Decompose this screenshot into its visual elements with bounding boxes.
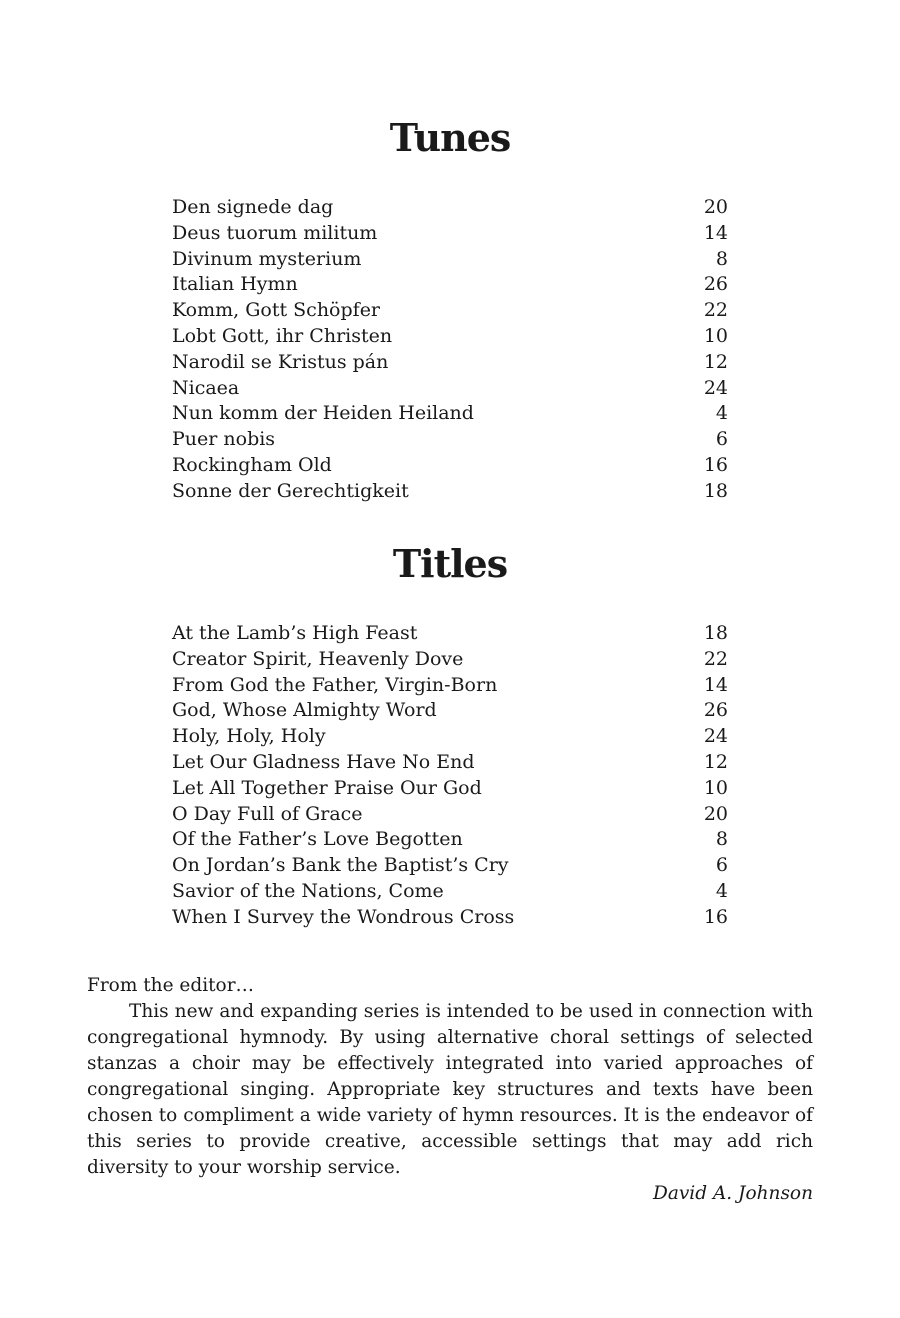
tune-page-number: 6 xyxy=(715,428,728,451)
title-page-number: 26 xyxy=(703,699,728,722)
tune-entry xyxy=(172,221,728,247)
hymn-title: Let All Together Praise Our God xyxy=(172,776,482,799)
tune-name: Komm, Gott Schöpfer xyxy=(172,299,381,322)
tune-page-number: 14 xyxy=(703,221,728,244)
title-entry xyxy=(172,853,728,879)
title-page-number: 12 xyxy=(703,750,728,773)
tune-entry xyxy=(172,453,728,479)
tune-page-number: 4 xyxy=(715,402,728,425)
tune-page-number: 20 xyxy=(703,196,728,218)
titles-index-list xyxy=(172,621,728,931)
tunes-heading: Tunes xyxy=(389,115,511,160)
tune-entry xyxy=(172,427,728,453)
tunes-index-list xyxy=(172,195,728,505)
hymn-title: Of the Father’s Love Begotten xyxy=(172,828,463,851)
hymn-title: God, Whose Almighty Word xyxy=(172,699,437,722)
tune-name: Sonne der Gerechtigkeit xyxy=(172,479,409,502)
hymn-title: When I Survey the Wondrous Cross xyxy=(172,905,515,928)
tune-name: Rockingham Old xyxy=(172,453,332,476)
tune-entry xyxy=(172,350,728,376)
tune-entry xyxy=(172,195,728,221)
tune-entry xyxy=(172,376,728,402)
hymn-title: On Jordan’s Bank the Baptist’s Cry xyxy=(172,854,509,877)
title-entry xyxy=(172,673,728,699)
title-page-number: 16 xyxy=(703,905,728,928)
title-page-number: 18 xyxy=(703,622,728,644)
hymn-title: Creator Spirit, Heavenly Dove xyxy=(172,647,464,670)
tune-name: Narodil se Kristus pán xyxy=(172,350,389,373)
title-entry xyxy=(172,750,728,776)
title-page-number: 8 xyxy=(715,828,728,851)
hymn-title: O Day Full of Grace xyxy=(172,802,363,825)
titles-heading: Titles xyxy=(392,541,508,586)
title-page-number: 14 xyxy=(703,673,728,696)
tune-name: Nicaea xyxy=(172,376,240,399)
editor-note-body: This new and expanding series is intended to be used in connection with congregational hymnody. By using alternative choral settings of selected stanzas a choir may be effectively integrated into varied approaches of congregational singing. Appropriate key structures and texts have been chosen to compliment a wide variety of hymn resources. It is the endeavor of this series to provide creative, accessible settings that may add rich diversity to your worship service. xyxy=(87,1001,813,1178)
hymn-title: From God the Father, Virgin-Born xyxy=(172,673,498,696)
tune-page-number: 24 xyxy=(703,376,728,399)
title-page-number: 10 xyxy=(703,776,728,799)
tune-name: Deus tuorum militum xyxy=(172,221,378,244)
editor-note xyxy=(87,973,813,1207)
tune-name: Divinum mysterium xyxy=(172,247,362,270)
title-entry xyxy=(172,776,728,802)
title-page-number: 20 xyxy=(703,802,728,825)
title-entry xyxy=(172,905,728,931)
tune-name: Nun komm der Heiden Heiland xyxy=(172,402,474,425)
tune-entry xyxy=(172,324,728,350)
tune-page-number: 26 xyxy=(703,273,728,296)
hymn-title: Savior of the Nations, Come xyxy=(172,879,444,902)
editor-signature: David A. Johnson xyxy=(652,1183,813,1204)
tune-page-number: 12 xyxy=(703,350,728,373)
tune-name: Den signede dag xyxy=(172,196,334,218)
tune-entry xyxy=(172,401,728,427)
tune-page-number: 16 xyxy=(703,453,728,476)
tune-page-number: 18 xyxy=(703,479,728,502)
hymn-title: At the Lamb’s High Feast xyxy=(172,622,418,644)
title-page-number: 6 xyxy=(715,854,728,877)
tune-page-number: 22 xyxy=(703,299,728,322)
title-entry xyxy=(172,879,728,905)
title-page-number: 24 xyxy=(703,725,728,748)
tune-page-number: 10 xyxy=(703,324,728,347)
hymn-title: Holy, Holy, Holy xyxy=(172,725,326,748)
tune-name: Puer nobis xyxy=(172,428,276,451)
title-entry xyxy=(172,827,728,853)
title-page-number: 4 xyxy=(715,879,728,902)
title-entry xyxy=(172,724,728,750)
editor-note-heading: From the editor… xyxy=(87,975,255,996)
tune-name: Lobt Gott, ihr Christen xyxy=(172,324,393,347)
tune-entry xyxy=(172,247,728,273)
tune-page-number: 8 xyxy=(715,247,728,270)
tune-entry xyxy=(172,272,728,298)
title-entry xyxy=(172,802,728,828)
title-entry xyxy=(172,698,728,724)
title-page-number: 22 xyxy=(703,647,728,670)
tune-entry xyxy=(172,298,728,324)
tune-name: Italian Hymn xyxy=(172,273,298,296)
tune-entry xyxy=(172,479,728,505)
hymn-title: Let Our Gladness Have No End xyxy=(172,750,475,773)
title-entry xyxy=(172,647,728,673)
title-entry xyxy=(172,621,728,647)
